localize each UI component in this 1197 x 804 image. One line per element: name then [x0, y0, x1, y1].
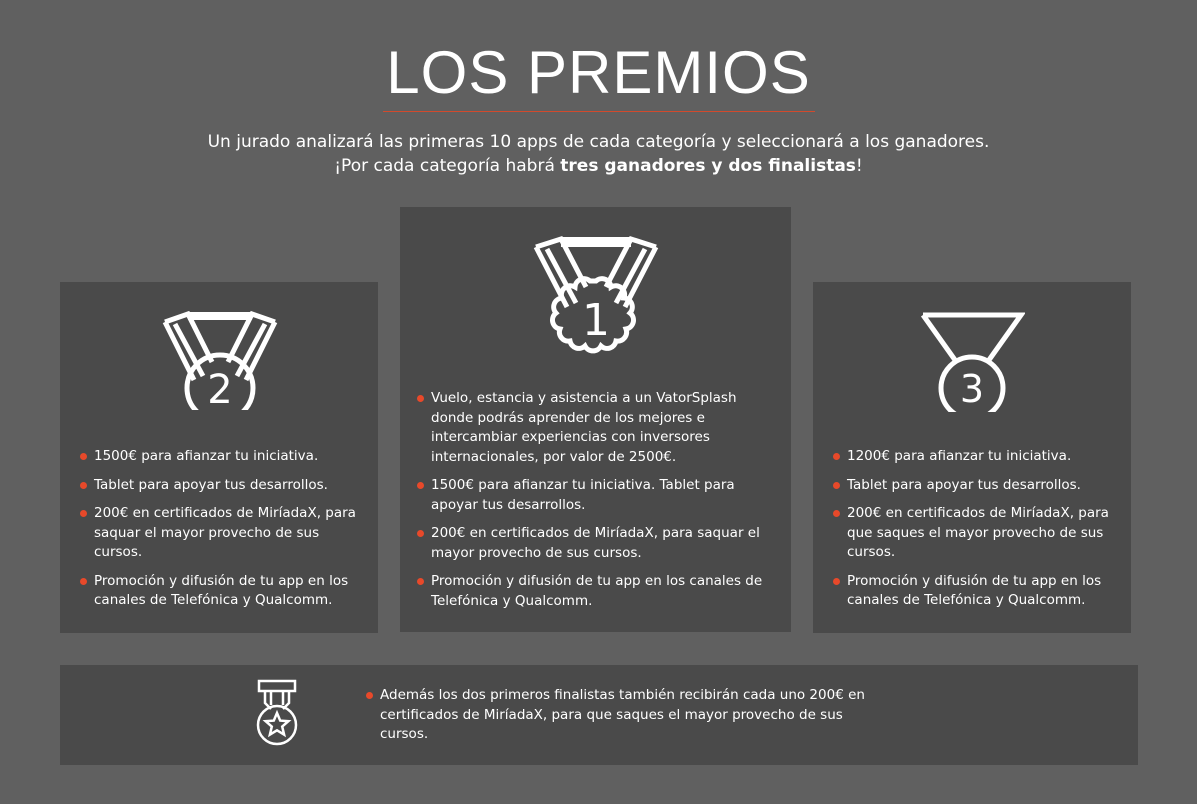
bullet-icon	[833, 510, 840, 517]
medal-1-number: 1	[582, 295, 610, 346]
prize-card-first	[400, 207, 791, 632]
medal-1-icon	[531, 235, 661, 363]
title-divider	[383, 111, 815, 112]
bullet-icon	[833, 482, 840, 489]
prize-item	[80, 447, 370, 467]
intro-line-2-prefix: ¡Por cada categoría habrá	[334, 156, 561, 176]
prize-item-text: 1500€ para afianzar tu iniciativa.	[94, 448, 319, 464]
medal-2-number: 2	[207, 367, 233, 410]
bullet-icon	[366, 692, 373, 699]
intro-line-2	[0, 154, 1197, 178]
prize-list-first	[417, 389, 777, 620]
prize-item	[417, 476, 777, 515]
intro-line-2-suffix: !	[855, 156, 863, 176]
prize-list-third	[833, 447, 1118, 620]
bullet-icon	[417, 578, 424, 585]
prize-card-third	[813, 282, 1131, 633]
bullet-icon	[80, 510, 87, 517]
prize-item-text: Tablet para apoyar tus desarrollos.	[847, 476, 1081, 493]
prize-item-text: 200€ en certificados de MiríadaX, para que saques el mayor provecho de sus cursos.	[847, 505, 1109, 560]
intro-text	[0, 130, 1197, 178]
prize-item	[833, 572, 1118, 611]
prize-item	[80, 504, 370, 563]
prize-item	[417, 524, 777, 563]
prize-item	[80, 476, 370, 496]
prize-card-second	[60, 282, 378, 633]
prize-item	[833, 447, 1118, 467]
prize-item-text: 1200€ para afianzar tu iniciativa.	[847, 448, 1072, 464]
prize-item-text: 200€ en certificados de MiríadaX, para saquar el mayor provecho de sus cursos.	[94, 505, 356, 560]
bullet-icon	[833, 578, 840, 585]
prize-list-finalists	[366, 686, 866, 754]
prize-item	[833, 476, 1118, 496]
bullet-icon	[80, 578, 87, 585]
prize-item	[833, 504, 1118, 563]
prize-item-text: 1500€ para afianzar tu iniciativa. Tablet para apoyar tus desarrollos.	[431, 477, 735, 513]
prize-item-text: 200€ en certificados de MiríadaX, para saquar el mayor provecho de sus cursos.	[431, 525, 760, 561]
prize-list-second	[80, 447, 370, 620]
medal-3-icon	[919, 312, 1025, 412]
medal-2-icon	[160, 310, 280, 410]
bullet-icon	[417, 482, 424, 489]
bullet-icon	[417, 530, 424, 537]
bullet-icon	[833, 453, 840, 460]
prize-item	[417, 389, 777, 467]
prize-item-text: Promoción y difusión de tu app en los canales de Telefónica y Qualcomm.	[431, 573, 763, 609]
intro-line-2-highlight: tres ganadores y dos finalistas	[560, 156, 856, 176]
star-medal-icon	[253, 679, 301, 747]
intro-line-1: Un jurado analizará las primeras 10 apps de cada categoría y seleccionará a los ganadores.	[207, 132, 990, 152]
page-title: LOS PREMIOS	[386, 39, 811, 106]
prize-item-text: Promoción y difusión de tu app en los canales de Telefónica y Qualcomm.	[847, 572, 1102, 608]
prize-item-text: Promoción y difusión de tu app en los canales de Telefónica y Qualcomm.	[94, 572, 349, 608]
medal-3-number: 3	[959, 367, 985, 411]
prize-item-text: Tablet para apoyar tus desarrollos.	[94, 476, 328, 493]
bullet-icon	[80, 453, 87, 460]
prize-item	[366, 686, 866, 745]
bullet-icon	[80, 482, 87, 489]
bullet-icon	[417, 395, 424, 402]
prize-item-text: Además los dos primeros finalistas también recibirán cada uno 200€ en certificados de MiríadaX, para que saques el mayor provecho de sus cursos.	[380, 687, 865, 742]
prize-item	[80, 572, 370, 611]
prize-card-finalists	[60, 665, 1138, 765]
prize-item	[417, 572, 777, 611]
prize-item-text: Vuelo, estancia y asistencia a un VatorSplash donde podrás aprender de los mejores e intercambiar experiencias con inversores internacionales, por valor de 2500€.	[431, 390, 737, 465]
